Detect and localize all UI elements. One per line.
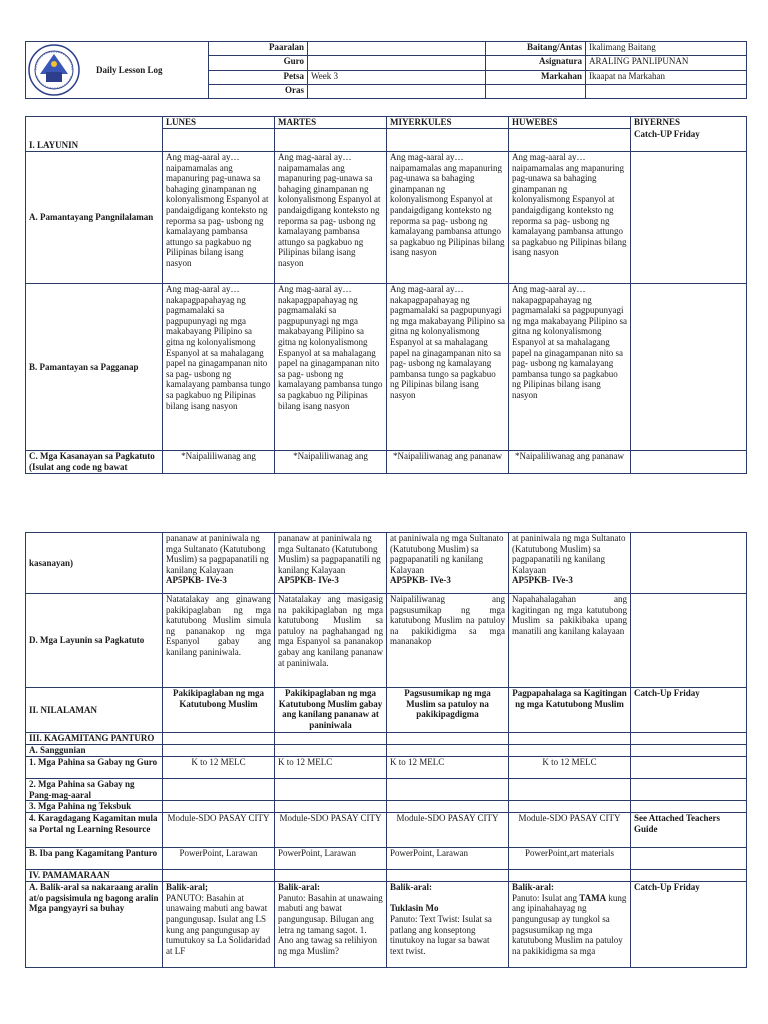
day-biyernes: BIYERNES: [631, 117, 747, 129]
content-standard-miyerkules: Ang mag-aaral ay… naipamamalas ang mapanuring pag-unawa sa bahaging ginampanan ng kolonyalismong Espanyol at pandaigdigang konteksto ng reporma sa pag- usbong ng kamalayang pambansa attungo sa pagkabuo ng Pilipinas bilang isang nasyon: [387, 152, 509, 284]
layunin-sa-pagkatuto-label: D. Mga Layunin sa Pagkatuto: [26, 594, 163, 688]
empty-cell: [631, 594, 747, 688]
day-miyerkules: MIYERKULES: [387, 117, 509, 129]
subject-value: ARALING PANLIPUNAN: [586, 56, 747, 70]
empty-cell: [387, 745, 509, 757]
empty-cell: [509, 129, 631, 152]
school-label: Paaralan: [209, 42, 308, 56]
empty-cell: [509, 870, 631, 882]
objective-lunes: Natatalakay ang ginawang pakikipaglaban ng mga katutubong Muslim simula ng pananakop ng mga Espanyol gabay ang kanilang paniniwala.: [163, 594, 275, 688]
materials-miyerkules: PowerPoint, Larawan: [387, 848, 509, 870]
empty-cell: [163, 801, 275, 813]
kagamitan-label: III. KAGAMITANG PANTURO: [26, 733, 163, 745]
empty-cell: [163, 870, 275, 882]
empty-cell: [631, 745, 747, 757]
teachers-guide-note: See Attached Teachers Guide: [631, 813, 747, 848]
competency-cont-miyerkules: at paniniwala ng mga Sultanato (Katutubong Muslim) sa pagpapanatili ng kanilang Kalayaan AP5PKB- IVe-3: [387, 533, 509, 594]
melc-miyerkules: K to 12 MELC: [387, 757, 509, 779]
module-lunes: Module-SDO PASAY CITY: [163, 813, 275, 848]
lesson-table-part2: [25, 532, 747, 968]
empty-cell: [275, 745, 387, 757]
logo-cell: [26, 42, 209, 99]
header-table: [25, 41, 747, 99]
competency-lunes: *Naipaliliwanag ang: [163, 451, 275, 474]
school-value: [308, 42, 486, 56]
catchup-friday: Catch-UP Friday: [631, 129, 747, 152]
competency-code: AP5PKB- IVe-3: [278, 575, 339, 586]
empty-cell: [586, 84, 747, 98]
competency-cont-martes: pananaw at paniniwala ng mga Sultanato (Katutubong Muslim) sa pagpapanatili ng kanilang Kalayaan AP5PKB- IVe-3: [275, 533, 387, 594]
melc-martes: K to 12 MELC: [275, 757, 387, 779]
competency-code: AP5PKB- IVe-3: [166, 575, 227, 586]
competency-code: AP5PKB- IVe-3: [512, 575, 573, 586]
performance-standard-miyerkules: Ang mag-aaral ay… nakapagpapahayag ng pagmamalaki sa pagpupunyagi ng mga makabayang Pilipino sa gitna ng kolonyalismong Espanyol at sa mahalagang papel na ginagampanan nito sa pag- usbong ng kamalayang pambansa tungo sa pagkabuo ng Pilipinas bilang isang nasyon: [387, 284, 509, 451]
grade-value: Ikalimang Baitang: [586, 42, 747, 56]
content-miyerkules: Pagsusumikap ng mga Muslim sa patuloy na pakikipagdigma: [387, 688, 509, 733]
kasanayan-cont-label: kasanayan): [26, 533, 163, 594]
objective-huwebes: Napahahalagahan ang kagitingan ng mga katutubong Muslim sa pakikibaka upang manatili ang kanilang kalayaan: [509, 594, 631, 688]
teacher-value: [308, 56, 486, 70]
performance-standard-lunes: Ang mag-aaral ay… nakapagpapahayag ng pagmamalaki sa pagpupunyagi ng mga makabayang Pilipino sa gitna ng kolonyalismong Espanyol at sa mahalagang papel na ginagampanan nito sa pag- usbong ng kamalayang pambansa tungo sa pagkabuo ng Pilipinas bilang isang nasyon: [163, 284, 275, 451]
module-martes: Module-SDO PASAY CITY: [275, 813, 387, 848]
empty-cell: [631, 533, 747, 594]
content-standard-huwebes: Ang mag-aaral ay… naipamamalas ang mapanuring pag-unawa sa bahaging ginampanan ng kolonyalismong Espanyol at pandaigdigang konteksto ng reporma sa pag- usbong ng kamalayang pambansa attungo sa pagkabuo ng Pilipinas bilang isang nasyon: [509, 152, 631, 284]
objective-martes: Natatalakay ang masigasig na pakikipaglaban ng mga katutubong Muslim sa patuloy na paghahangad ng mga Espanyol sa pananakop gabay ang kanilang pananaw at paniniwala.: [275, 594, 387, 688]
day-huwebes: HUWEBES: [509, 117, 631, 129]
document-title: Daily Lesson Log: [96, 64, 163, 75]
empty-cell: [163, 745, 275, 757]
grade-label: Baitang/Antas: [486, 42, 586, 56]
date-value: Week 3: [308, 70, 486, 84]
empty-cell: [387, 733, 509, 745]
content-standard-martes: Ang mag-aaral ay… naipamamalas ang mapanuring pag-unawa sa bahaging ginampanan ng kolonyalismong Espanyol at pandaigdigang konteksto ng reporma sa pag- usbong ng kamalayang pambansa attungo sa pagkabuo ng Pilipinas bilang isang nasyon: [275, 152, 387, 284]
empty-cell: [631, 779, 747, 801]
kasanayan-label: C. Mga Kasanayan sa Pagkatuto (Isulat ang code ng bawat: [26, 451, 163, 474]
layunin-label: I. LAYUNIN: [26, 117, 163, 152]
materials-martes: PowerPoint, Larawan: [275, 848, 387, 870]
empty-cell: [631, 848, 747, 870]
empty-cell: [509, 801, 631, 813]
empty-cell: [631, 733, 747, 745]
deped-seal-logo: [28, 44, 80, 96]
empty-cell: [275, 779, 387, 801]
content-martes: Pakikipaglaban ng mga Katutubong Muslim gabay ang kanilang pananaw at paniniwala: [275, 688, 387, 733]
empty-cell: [387, 801, 509, 813]
pamamaraan-label: IV. PAMAMARAAN: [26, 870, 163, 882]
empty-cell: [387, 870, 509, 882]
empty-cell: [509, 745, 631, 757]
quarter-label: Markahan: [486, 70, 586, 84]
empty-cell: [631, 757, 747, 779]
competency-cont-lunes: pananaw at paniniwala ng mga Sultanato (Katutubong Muslim) sa pagpapanatili ng kanilang Kalayaan AP5PKB- IVe-3: [163, 533, 275, 594]
gabay-mag-aaral-label: 2. Mga Pahina sa Gabay ng Pang-mag-aaral: [26, 779, 163, 801]
competency-miyerkules: *Naipaliliwanag ang pananaw: [387, 451, 509, 474]
competency-cont-huwebes: at paniniwala ng mga Sultanato (Katutubong Muslim) sa pagpapanatili ng kanilang Kalayaan AP5PKB- IVe-3: [509, 533, 631, 594]
review-miyerkules: Balik-aral: Tuklasin Mo Panuto: Text Twist: Isulat sa patlang ang konseptong tinutukoy na lugar sa bawat text twist.: [387, 882, 509, 968]
empty-cell: [275, 733, 387, 745]
review-martes: Balik-aral: Panuto: Basahin at unawaing mabuti ang bawat pangungusap. Bilugan ang letra ng tamang sagot. 1. Ano ang tawag sa relihiyon ng mga Muslim?: [275, 882, 387, 968]
objective-miyerkules: Naipaliliwanag ang pagsusumikap ng mga katutubong Muslim na patuloy na pakikidigma sa mga mananakop: [387, 594, 509, 688]
competency-martes: *Naipaliliwanag ang: [275, 451, 387, 474]
empty-cell: [163, 733, 275, 745]
empty-cell: [631, 284, 747, 451]
pamantayan-sa-pagganap-label: B. Pamantayan sa Pagganap: [26, 284, 163, 451]
melc-huwebes: K to 12 MELC: [509, 757, 631, 779]
review-huwebes: Balik-aral: Panuto: Isulat ang TAMA kung ang ipinahahayag ng pangungusap ay tungkol sa pagsusumikap ng mga katutubong Muslim na patuloy na pakikidigma sa mga: [509, 882, 631, 968]
time-label: Oras: [209, 84, 308, 98]
materials-huwebes: PowerPoint,art materials: [509, 848, 631, 870]
empty-cell: [387, 779, 509, 801]
empty-cell: [275, 801, 387, 813]
date-label: Petsa: [209, 70, 308, 84]
gabay-guro-label: 1. Mga Pahina sa Gabay ng Guro: [26, 757, 163, 779]
module-miyerkules: Module-SDO PASAY CITY: [387, 813, 509, 848]
review-lunes: Balik-aral; PANUTO: Basahin at unawaing mabuti ang bawat pangungusap. Isulat ang LS kung ang pangungusap ay tumutukoy sa La Solidaridad at LF: [163, 882, 275, 968]
sanggunian-label: A. Sanggunian: [26, 745, 163, 757]
melc-lunes: K to 12 MELC: [163, 757, 275, 779]
module-huwebes: Module-SDO PASAY CITY: [509, 813, 631, 848]
nilalaman-label: II. NILALAMAN: [26, 688, 163, 733]
performance-standard-huwebes: Ang mag-aaral ay… nakapagpapahayag ng pagmamalaki sa pagpupunyagi ng mga makabayang Pilipino sa gitna ng kolonyalismong Espanyol at sa mahalagang papel na ginagampanan nito sa pag- usbong ng kamalayang pambansa tungo sa pagkabuo ng Pilipinas bilang isang nasyon: [509, 284, 631, 451]
balik-aral-label: A. Balik-aral sa nakaraang aralin at/o pagsisimula ng bagong aralin Mga pangyayri sa buhay: [26, 882, 163, 968]
iba-pang-kagamitan-label: B. Iba pang Kagamitang Panturo: [26, 848, 163, 870]
empty-cell: [509, 779, 631, 801]
empty-cell: [486, 84, 586, 98]
empty-cell: [509, 733, 631, 745]
empty-cell: [163, 779, 275, 801]
day-lunes: LUNES: [163, 117, 275, 129]
empty-cell: [631, 451, 747, 474]
empty-cell: [275, 870, 387, 882]
teacher-label: Guro: [209, 56, 308, 70]
performance-standard-martes: Ang mag-aaral ay… nakapagpapahayag ng pagmamalaki sa pagpupunyagi ng mga makabayang Pilipino sa gitna ng kolonyalismong Espanyol at sa mahalagang papel na ginagampanan nito sa pag- usbong ng kamalayang pambansa tungo sa pagkabuo ng Pilipinas bilang isang nasyon: [275, 284, 387, 451]
time-value: [308, 84, 486, 98]
empty-cell: [631, 870, 747, 882]
empty-cell: [275, 129, 387, 152]
content-huwebes: Pagpapahalaga sa Kagitingan ng mga Katutubong Muslim: [509, 688, 631, 733]
empty-cell: [631, 152, 747, 284]
subject-label: Asignatura: [486, 56, 586, 70]
quarter-value: Ikaapat na Markahan: [586, 70, 747, 84]
day-martes: MARTES: [275, 117, 387, 129]
portal-label: 4. Karagdagang Kagamitan mula sa Portal ng Learning Resource: [26, 813, 163, 848]
content-standard-lunes: Ang mag-aaral ay… naipamamalas ang mapanuring pag-unawa sa bahaging ginampanan ng kolonyalismong Espanyol at pandaigdigang konteksto ng reporma sa pag- usbong ng kamalayang pambansa attungo sa pagkabuo ng Pilipinas bilang isang nasyon: [163, 152, 275, 284]
teksbuk-label: 3. Mga Pahina ng Teksbuk: [26, 801, 163, 813]
empty-cell: [387, 129, 509, 152]
lesson-table-part1: [25, 116, 747, 474]
competency-code: AP5PKB- IVe-3: [390, 575, 451, 586]
competency-huwebes: *Naipaliliwanag ang pananaw: [509, 451, 631, 474]
content-lunes: Pakikipaglaban ng mga Katutubong Muslim: [163, 688, 275, 733]
catchup-friday: Catch-Up Friday: [631, 882, 747, 968]
empty-cell: [631, 801, 747, 813]
materials-lunes: PowerPoint, Larawan: [163, 848, 275, 870]
catchup-friday: Catch-Up Friday: [631, 688, 747, 733]
empty-cell: [163, 129, 275, 152]
pamantayang-pangnilalaman-label: A. Pamantayang Pangnilalaman: [26, 152, 163, 284]
